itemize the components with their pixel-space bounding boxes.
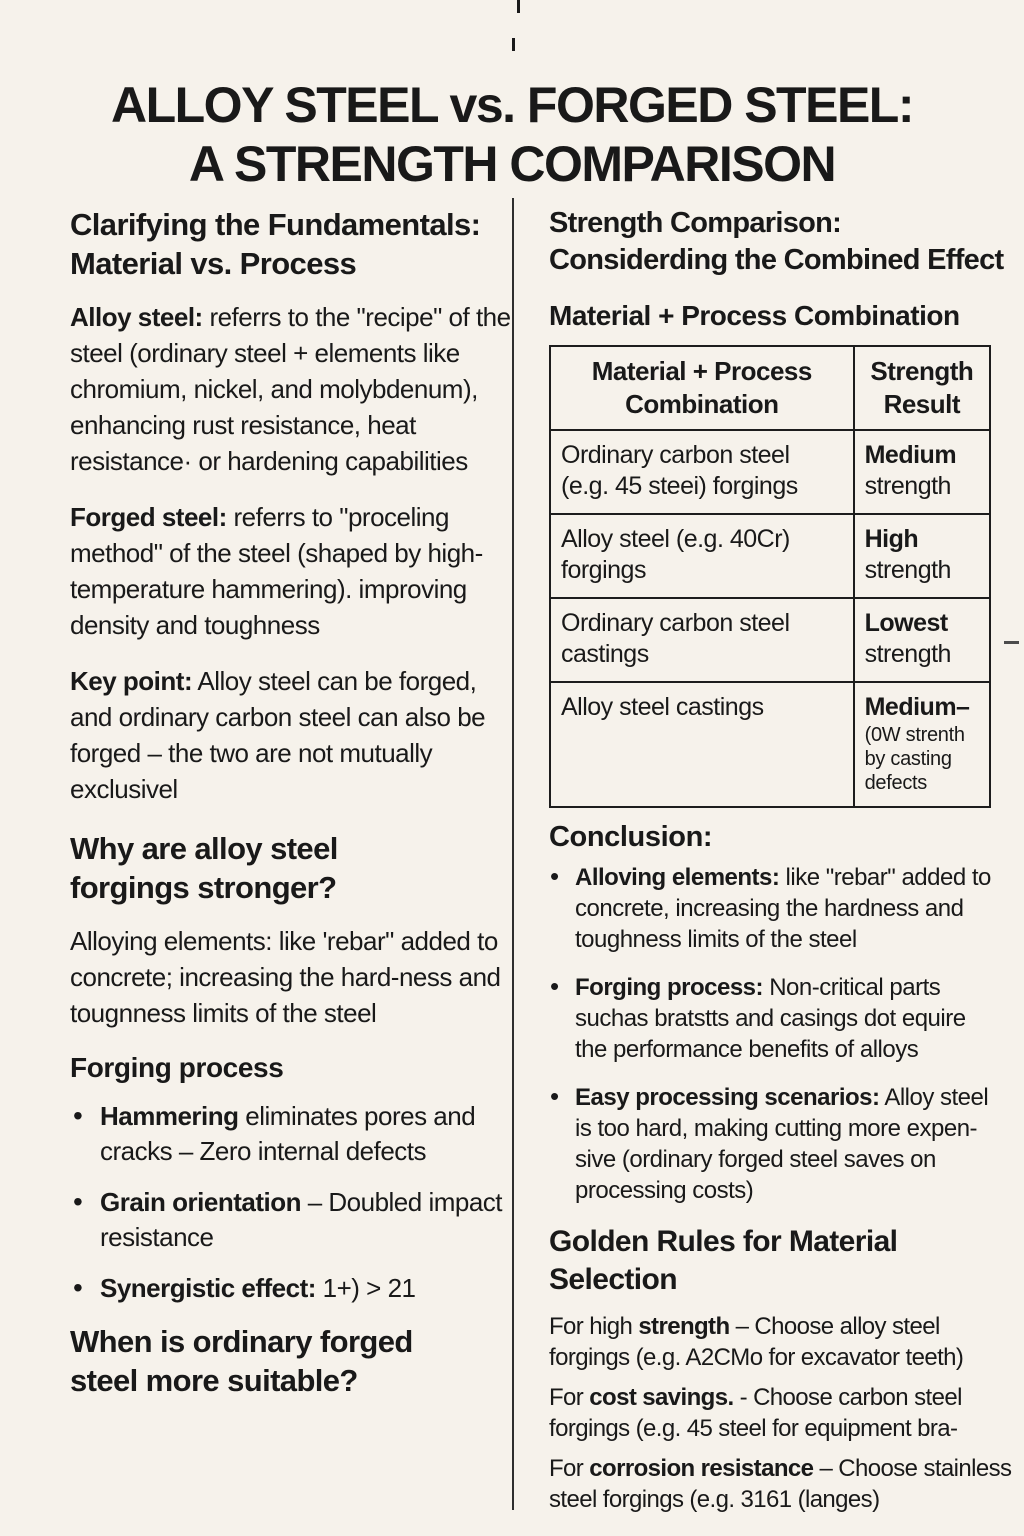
bullet-hammering — [70, 1099, 512, 1169]
rule-corrosion-keyword: corrosion resistance — [589, 1455, 814, 1482]
rule-corrosion-post: – Choose stainless steel forgings (e.g. 3161 (langes) — [549, 1455, 1012, 1513]
table-header-row — [550, 346, 990, 430]
result-level: Lowest — [864, 609, 948, 637]
page-title-line-1: ALLOY STEEL vs. FORGED STEEL: — [110, 76, 913, 133]
heading-strength-line-1: Strength Comparison: — [549, 207, 842, 239]
bullet-hammering-text: eliminates pores and cracks – Zero internal defects — [100, 1101, 476, 1166]
table-row — [550, 598, 990, 682]
rule-high-strength — [549, 1311, 1019, 1373]
heading-golden-rules — [549, 1223, 991, 1299]
rule-cost-savings-keyword: cost savings. — [589, 1384, 734, 1411]
heading-strength-comparison — [549, 205, 1004, 279]
heading-why-line-2: forgings stronger? — [70, 870, 337, 905]
result-detail: strength — [864, 556, 951, 584]
heading-clarifying-line-2: Material vs. Process — [70, 246, 357, 281]
paragraph-alloying-elements: Alloying elements: like 'rebar" added to concrete; increasing the hard-ness and tougnness limits of the steel — [70, 926, 501, 1028]
rule-corrosion-pre: For — [549, 1455, 590, 1482]
table-row — [550, 430, 990, 514]
bullet-easy-processing — [549, 1082, 991, 1206]
bullet-grain-lead: Grain orientation — [100, 1187, 301, 1217]
page-title — [0, 76, 1024, 194]
cell-result — [854, 430, 990, 514]
bullet-forging-lead: Forging process: — [575, 974, 764, 1001]
heading-forging-process: Forging process — [70, 1052, 284, 1083]
alloy-steel-lead: Alloy steel: — [70, 302, 203, 332]
heading-golden-line-2: Selection — [549, 1263, 677, 1296]
bullet-easy-lead: Easy processing scenarios: — [575, 1084, 880, 1111]
heading-strength-line-2: Considerding the Combined Effect — [549, 244, 1004, 276]
bullet-synergistic-effect — [70, 1271, 512, 1306]
cell-result — [854, 514, 990, 598]
heading-why-stronger — [70, 829, 512, 907]
cell-combination: Ordinary carbon steel castings — [550, 598, 854, 682]
heading-clarifying-line-1: Clarifying the Fundamentals: — [70, 207, 481, 242]
heading-when-line-2: steel more suitable? — [70, 1363, 358, 1398]
alloy-steel-text: referrs to the "recipe" of the steel (ordinary steel + elements like chromium, nickel, and molybdenum), enhancing rust resistance, heat resistance· or hardening capabilities — [70, 302, 511, 476]
result-detail: strength — [864, 472, 951, 500]
rule-cost-savings — [549, 1382, 1019, 1444]
forged-steel-lead: Forged steel: — [70, 502, 227, 532]
heading-when-line-1: When is ordinary forged — [70, 1324, 413, 1359]
table-row — [550, 514, 990, 598]
bullet-alloying-elements — [549, 862, 991, 955]
bullet-synergy-text: 1+) > 21 — [315, 1273, 416, 1303]
conclusion-bullet-list — [549, 862, 991, 1206]
heading-golden-line-1: Golden Rules for Material — [549, 1225, 898, 1258]
table-header-result: Strength Result — [854, 346, 990, 430]
heading-when-suitable — [70, 1322, 512, 1400]
result-level: Medium — [864, 441, 957, 469]
heading-clarifying-fundamentals — [70, 205, 512, 283]
result-level: High — [864, 525, 919, 553]
bullet-forging-process — [549, 972, 991, 1065]
rule-high-strength-pre: For high — [549, 1313, 639, 1340]
paragraph-alloy-steel — [70, 299, 512, 479]
paragraph-forged-steel — [70, 499, 512, 643]
heading-conclusion: Conclusion: — [549, 821, 713, 853]
result-detail: strength — [864, 640, 951, 668]
forged-steel-text: referrs to "proceling method" of the steel (shaped by high-temperature hammering). improving density and toughness — [70, 502, 483, 640]
paragraph-key-point — [70, 663, 512, 807]
bullet-synergy-lead: Synergistic effect: — [100, 1273, 316, 1303]
key-point-text: Alloy steel can be forged, and ordinary carbon steel can also be forged – the two are not mutually exclusivel — [70, 666, 486, 804]
bullet-hammering-lead: Hammering — [100, 1101, 239, 1131]
bullet-easy-text: Alloy steel is too hard, making cutting more expen-sive (ordinary forged steel saves on processing costs) — [575, 1084, 989, 1204]
table-header-combination: Material + Process Combination — [550, 346, 854, 430]
cell-result — [854, 598, 990, 682]
rule-cost-savings-post: - Choose carbon steel forgings (e.g. 45 steel for equipment bra- — [549, 1384, 962, 1442]
rule-high-strength-keyword: strength — [638, 1313, 730, 1340]
page-title-line-2: A STRENGTH COMPARISON — [188, 135, 836, 192]
key-point-lead: Key point: — [70, 666, 193, 696]
bullet-forging-text: Non-critical parts suchas bratstts and casings dot equire the performance benefits of alloys — [575, 974, 966, 1063]
dashed-line-mark-bottom — [512, 38, 515, 51]
stray-dash-mark — [1004, 641, 1019, 644]
bullet-alloying-lead: Alloving elements: — [575, 864, 780, 891]
cell-result — [854, 682, 990, 807]
cell-combination: Ordinary carbon steel (e.g. 45 steei) forgings — [550, 430, 854, 514]
column-divider-line — [512, 198, 514, 1510]
result-level: Medium– — [864, 693, 970, 721]
forging-bullet-list — [70, 1099, 512, 1306]
bullet-alloying-text: like "rebar" added to concrete, increasing the hardness and toughness limits of the steel — [575, 864, 991, 953]
result-detail: (0W strenth by casting defects — [864, 724, 965, 794]
rule-corrosion-resistance — [549, 1453, 1019, 1515]
left-column — [70, 205, 512, 1400]
subheading-material-process: Material + Process Combination — [549, 300, 960, 331]
cell-combination: Alloy steel (e.g. 40Cr) forgings — [550, 514, 854, 598]
bullet-grain-text: – Doubled impact resistance — [100, 1187, 503, 1252]
rule-high-strength-post: – Choose alloy steel forgings (e.g. A2CMo for excavator teeth) — [549, 1313, 964, 1371]
strength-comparison-table — [549, 345, 991, 808]
rule-cost-savings-pre: For — [549, 1384, 590, 1411]
right-column — [549, 205, 1012, 1524]
table-row — [550, 682, 990, 807]
dashed-line-mark-top — [517, 0, 520, 13]
bullet-grain-orientation — [70, 1185, 512, 1255]
cell-combination: Alloy steel castings — [550, 682, 854, 807]
heading-why-line-1: Why are alloy steel — [70, 831, 338, 866]
